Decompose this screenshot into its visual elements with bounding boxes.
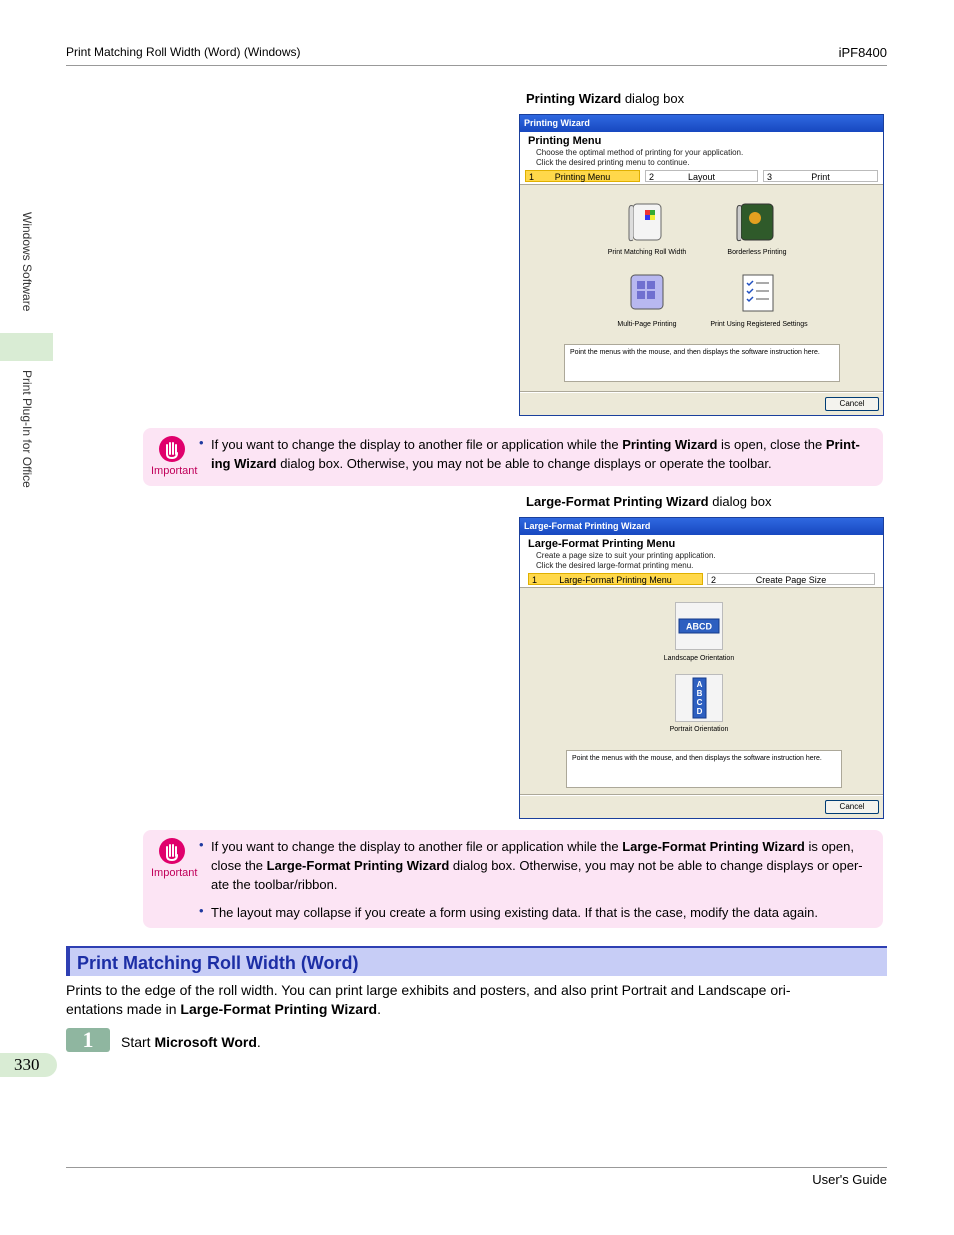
important-note-2 — [143, 830, 883, 928]
step1-text — [121, 1033, 261, 1052]
step-number: 2 — [649, 172, 655, 182]
text-span: . — [256, 1034, 261, 1050]
item-label: Multi-Page Printing — [617, 321, 677, 328]
step-number-badge: 1 — [66, 1028, 110, 1052]
text-span: Prints to the edge of the roll width. You can print large exhibits and posters, and also print Portrait and Landscape ori- — [66, 982, 791, 998]
multi-page-icon — [625, 271, 670, 316]
page-number: 330 — [0, 1053, 57, 1077]
step-label: Create Page Size — [755, 575, 827, 585]
item-label: Landscape Orientation — [663, 655, 735, 662]
important-label: Important — [151, 867, 198, 879]
text-span: dialog box. Otherwise, you may not be able to change displays or operate the toolbar. — [276, 456, 772, 471]
section-heading — [66, 946, 887, 976]
running-header-model: iPF8400 — [838, 45, 887, 60]
bold-span: Microsoft Word — [154, 1034, 257, 1050]
item-label: Portrait Orientation — [669, 726, 729, 733]
section-title: Print Matching Roll Width (Word) — [77, 953, 359, 973]
side-tab-print-plugin[interactable]: Print Plug-In for Office — [20, 370, 34, 488]
bold-span: ing Wizard — [211, 456, 277, 471]
side-tab-highlight — [0, 333, 53, 361]
dialog1-titlebar[interactable]: Printing Wizard — [520, 115, 883, 132]
step-number: 3 — [767, 172, 773, 182]
dialog2-header — [520, 535, 883, 588]
header-rule — [66, 65, 887, 66]
section-paragraph — [66, 981, 887, 1019]
checklist-icon — [737, 271, 782, 316]
section-heading-bar — [66, 948, 70, 976]
dialog2-caption-rest: dialog box — [708, 494, 772, 509]
dialog1-description: Point the menus with the mouse, and then displays the software instruction here. — [564, 344, 840, 382]
text-span: entations made in — [66, 1001, 181, 1017]
landscape-icon — [676, 603, 722, 649]
portrait-icon — [676, 675, 722, 721]
bold-span: Print- — [825, 437, 860, 452]
text-span: Start — [121, 1034, 155, 1050]
important1-text — [211, 435, 871, 473]
dialog1-step-3 — [763, 170, 878, 182]
step-number: 1 — [532, 575, 538, 585]
dialog1-step-2 — [645, 170, 758, 182]
dialog2-line2: Click the desired large-format printing menu. — [536, 561, 694, 570]
dialog2-heading: Large-Format Printing Menu — [528, 538, 676, 550]
running-footer: User's Guide — [812, 1172, 887, 1187]
dialog2-cancel-button[interactable]: Cancel — [825, 800, 879, 814]
footer-rule — [66, 1167, 887, 1168]
bullet: • — [199, 837, 204, 852]
text-span: ate the toolbar/ribbon. — [211, 877, 338, 892]
dialog2-description: Point the menus with the mouse, and then displays the software instruction here. — [566, 750, 842, 788]
multi-page-printing-item[interactable] — [625, 271, 670, 316]
printing-wizard-dialog — [519, 114, 884, 416]
bullet: • — [199, 903, 204, 918]
registered-settings-item[interactable] — [737, 271, 782, 316]
dialog1-separator — [520, 391, 883, 393]
dialog1-cancel-button[interactable]: Cancel — [825, 397, 879, 411]
bold-span: Large-Format Printing Wizard — [622, 839, 805, 854]
step-label: Printing Menu — [554, 172, 611, 182]
roll-width-icon — [625, 200, 670, 245]
landscape-orientation-item[interactable] — [675, 602, 723, 650]
dialog2-caption-bold: Large-Format Printing Wizard — [526, 494, 709, 509]
step-label: Print — [811, 172, 830, 182]
borderless-printing-item[interactable] — [735, 200, 780, 245]
item-label: Borderless Printing — [727, 249, 787, 256]
large-format-printing-wizard-dialog — [519, 517, 884, 819]
dialog2-step-1 — [528, 573, 703, 585]
text-span: close the — [211, 858, 267, 873]
important-label: Important — [151, 465, 198, 477]
portrait-letter: A — [696, 680, 703, 689]
landscape-icon-text: ABCD — [686, 621, 712, 632]
text-span: If you want to change the display to another file or application while the — [211, 839, 623, 854]
dialog1-step-1 — [525, 170, 640, 182]
important2-text-a — [211, 837, 871, 894]
dialog1-caption-bold: Printing Wizard — [526, 91, 622, 106]
portrait-letter: C — [696, 698, 703, 707]
dialog2-step-2 — [707, 573, 875, 585]
dialog1-header — [520, 132, 883, 185]
item-label: Print Using Registered Settings — [710, 321, 808, 328]
running-header-title: Print Matching Roll Width (Word) (Windows) — [66, 45, 301, 59]
important2-text-b: The layout may collapse if you create a form using existing data. If that is the case, modify the data again. — [211, 905, 818, 920]
bullet: • — [199, 435, 204, 450]
important-hand-icon — [159, 436, 185, 462]
dialog2-separator — [520, 794, 883, 796]
portrait-letter: B — [696, 689, 703, 698]
portrait-orientation-item[interactable] — [675, 674, 723, 722]
important-note-1 — [143, 428, 883, 486]
important-hand-icon — [159, 838, 185, 864]
dialog2-titlebar[interactable]: Large-Format Printing Wizard — [520, 518, 883, 535]
text-span: . — [377, 1001, 381, 1017]
dialog2-line1: Create a page size to suit your printing application. — [536, 551, 716, 560]
dialog1-line1: Choose the optimal method of printing for your application. — [536, 148, 744, 157]
text-span: is open, close the — [717, 437, 826, 452]
text-span: is open, — [804, 839, 854, 854]
borderless-icon — [735, 200, 780, 245]
bold-span: Large-Format Printing Wizard — [266, 858, 450, 873]
bold-span: Printing Wizard — [622, 437, 718, 452]
dialog1-caption-rest: dialog box — [621, 91, 685, 106]
portrait-letter: D — [696, 707, 703, 716]
text-span: If you want to change the display to another file or application while the — [211, 437, 623, 452]
step-number: 1 — [529, 172, 535, 182]
step-number: 2 — [711, 575, 717, 585]
side-tab-windows-software[interactable]: Windows Software — [20, 212, 34, 312]
dialog1-heading: Printing Menu — [528, 135, 602, 147]
print-matching-roll-width-item[interactable] — [625, 200, 670, 245]
dialog1-line2: Click the desired printing menu to continue. — [536, 158, 690, 167]
text-span: dialog box. Otherwise, you may not be able to change displays or oper- — [449, 858, 863, 873]
step-label: Layout — [687, 172, 716, 182]
bold-span: Large-Format Printing Wizard — [180, 1001, 378, 1017]
item-label: Print Matching Roll Width — [607, 249, 687, 256]
dialog2-caption — [526, 494, 772, 509]
step-label: Large-Format Printing Menu — [559, 575, 672, 585]
dialog1-caption — [526, 91, 684, 106]
